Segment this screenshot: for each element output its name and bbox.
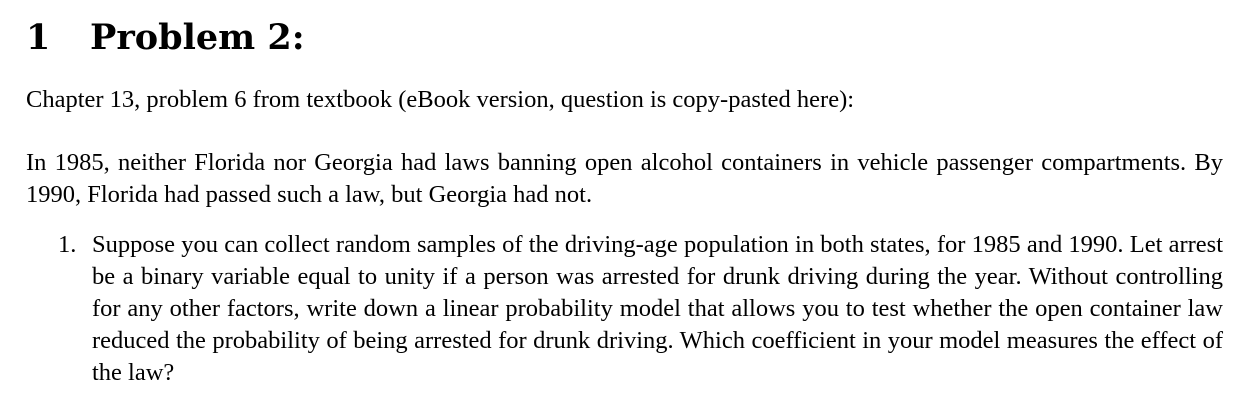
section-number: 1 — [26, 17, 51, 58]
question-text: Suppose you can collect random samples of the driving-age population in both states, for 1985 and 1990. Let arrest be a binary variable equal to unity if a person was arrested for drunk driving during the year. Without controlling for any other factors, write down a linear probability model that allows you to test whether the open container law reduced the probability of being arrested for drunk driving. Which coefficient in your model measures the effect of the law? — [92, 231, 1223, 386]
question-marker: 1. — [58, 231, 77, 258]
question-item — [26, 229, 1223, 389]
section-heading — [26, 16, 305, 60]
section-title: Problem 2: — [90, 17, 305, 58]
context-paragraph: In 1985, neither Florida nor Georgia had laws banning open alcohol containers in vehicle passenger compartments. By 1990, Florida had passed such a law, but Georgia had not. — [26, 149, 1223, 208]
question-list — [26, 229, 1223, 389]
intro-paragraph: Chapter 13, problem 6 from textbook (eBook version, question is copy-pasted here): — [26, 86, 855, 113]
